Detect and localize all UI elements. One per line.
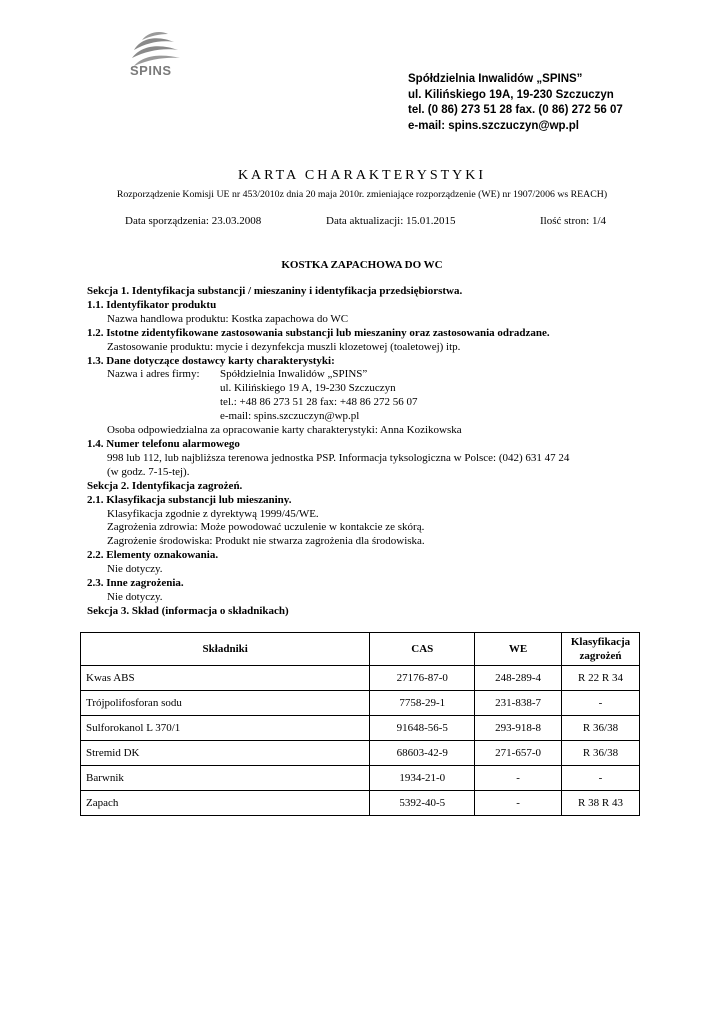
cas-number: 68603-42-9 (370, 741, 475, 766)
we-number: - (475, 791, 562, 816)
section-2-3-title: 2.3. Inne zagrożenia. (87, 577, 184, 590)
cas-number: 5392-40-5 (370, 791, 475, 816)
environment-hazard: Zagrożenie środowiska: Produkt nie stwarza zagrożenia dla środowiska. (107, 535, 425, 548)
header-hazard-class: Klasyfikacja zagrożeń (562, 633, 640, 666)
company-header (408, 72, 623, 134)
section-1-2-text: Zastosowanie produktu: mycie i dezynfekcja muszli klozetowej (toaletowej) itp. (107, 340, 461, 353)
section-1-4-title: 1.4. Numer telefonu alarmowego (87, 437, 240, 450)
responsible-person: Osoba odpowiedzialna za opracowanie karty charakterystyki: Anna Kozikowska (107, 424, 462, 437)
component-name: Stremid DK (81, 741, 370, 766)
health-hazard: Zagrożenia zdrowia: Może powodować uczulenie w kontakcie ze skórą. (107, 521, 425, 534)
cas-number: 7758-29-1 (370, 691, 475, 716)
supplier-label: Nazwa i adres firmy: (107, 368, 200, 381)
header-cas: CAS (370, 633, 475, 666)
hazard-class: - (562, 766, 640, 791)
hazard-class: R 22 R 34 (562, 666, 640, 691)
section-1-1-text: Nazwa handlowa produktu: Kostka zapachowa do WC (107, 312, 349, 325)
component-name: Sulforokanol L 370/1 (81, 716, 370, 741)
component-name: Trójpolifosforan sodu (81, 691, 370, 716)
company-phone: tel. (0 86) 273 51 28 fax. (0 86) 272 56 07 (408, 104, 623, 117)
document-body (87, 285, 687, 619)
we-number: - (475, 766, 562, 791)
emergency-phone-text: 998 lub 112, lub najbliższa terenowa jednostka PSP. Informacja tyksologiczna w Polsce: (042) 631 47 24 (107, 451, 570, 464)
section-2-1-title: 2.1. Klasyfikacja substancji lub mieszaniny. (87, 493, 292, 506)
company-email: e-mail: spins.szczuczyn@wp.pl (408, 119, 579, 132)
we-number: 248-289-4 (475, 666, 562, 691)
emergency-hours: (w godz. 7-15-tej). (107, 465, 190, 478)
table-row (81, 666, 640, 691)
section-2-2-title: 2.2. Elementy oznakowania. (87, 549, 219, 562)
company-address: ul. Kilińskiego 19A, 19-230 Szczuczyn (408, 88, 614, 101)
hazard-class: R 36/38 (562, 716, 640, 741)
section-1-title: Sekcja 1. Identyfikacja substancji / mieszaniny i identyfikacja przedsiębiorstwa. (87, 285, 463, 297)
document-title: KARTA CHARAKTERYSTYKI (237, 168, 487, 183)
section-2-title: Sekcja 2. Identyfikacja zagrożeń. (87, 479, 243, 492)
we-number: 231-838-7 (475, 691, 562, 716)
section-1-2-title: 1.2. Istotne zidentyfikowane zastosowania substancji lub mieszaniny oraz zastosowania odradzane. (87, 326, 550, 339)
cas-number: 27176-87-0 (370, 666, 475, 691)
table-row (81, 766, 640, 791)
table-row (81, 716, 640, 741)
header-we: WE (475, 633, 562, 666)
supplier-address: ul. Kilińskiego 19 A, 19-230 Szczuczyn (220, 382, 396, 395)
table-header-row (81, 633, 640, 666)
we-number: 271-657-0 (475, 741, 562, 766)
product-name: KOSTKA ZAPACHOWA DO WC (281, 259, 443, 271)
header-components: Składniki (81, 633, 370, 666)
composition-table (80, 632, 640, 816)
classification-directive: Klasyfikacja zgodnie z dyrektywą 1999/45/WE. (107, 507, 319, 520)
section-1-3-title: 1.3. Dane dotyczące dostawcy karty charakterystyki: (87, 354, 335, 367)
regulation-note: Rozporządzenie Komisji UE nr 453/2010z dnia 20 maja 2010r. zmieniające rozporządzenie (WE) nr 1907/2006 ws REACH) (116, 189, 608, 200)
supplier-row (87, 368, 687, 382)
table-row (81, 741, 640, 766)
hazard-class: - (562, 691, 640, 716)
supplier-name: Spółdzielnia Inwalidów „SPINS” (220, 368, 368, 381)
hazard-class: R 38 R 43 (562, 791, 640, 816)
supplier-phone: tel.: +48 86 273 51 28 fax: +48 86 272 56 07 (220, 396, 418, 409)
hazard-class: R 36/38 (562, 741, 640, 766)
supplier-email: e-mail: spins.szczuczyn@wp.pl (220, 410, 360, 423)
company-name: Spółdzielnia Inwalidów „SPINS” (408, 73, 583, 85)
date-updated: Data aktualizacji: 15.01.2015 (326, 215, 456, 227)
we-number: 293-918-8 (475, 716, 562, 741)
section-3-title: Sekcja 3. Skład (informacja o składnikach) (87, 604, 289, 617)
component-name: Kwas ABS (81, 666, 370, 691)
section-1-1-title: 1.1. Identyfikator produktu (87, 298, 217, 311)
date-created: Data sporządzenia: 23.03.2008 (125, 215, 262, 227)
table-row (81, 791, 640, 816)
logo-text: SPINS (130, 63, 172, 78)
cas-number: 91648-56-5 (370, 716, 475, 741)
page-count: Ilość stron: 1/4 (540, 215, 606, 227)
table-row (81, 691, 640, 716)
component-name: Zapach (81, 791, 370, 816)
section-2-2-text: Nie dotyczy. (107, 563, 163, 576)
cas-number: 1934-21-0 (370, 766, 475, 791)
section-2-3-text: Nie dotyczy. (107, 590, 163, 603)
component-name: Barwnik (81, 766, 370, 791)
